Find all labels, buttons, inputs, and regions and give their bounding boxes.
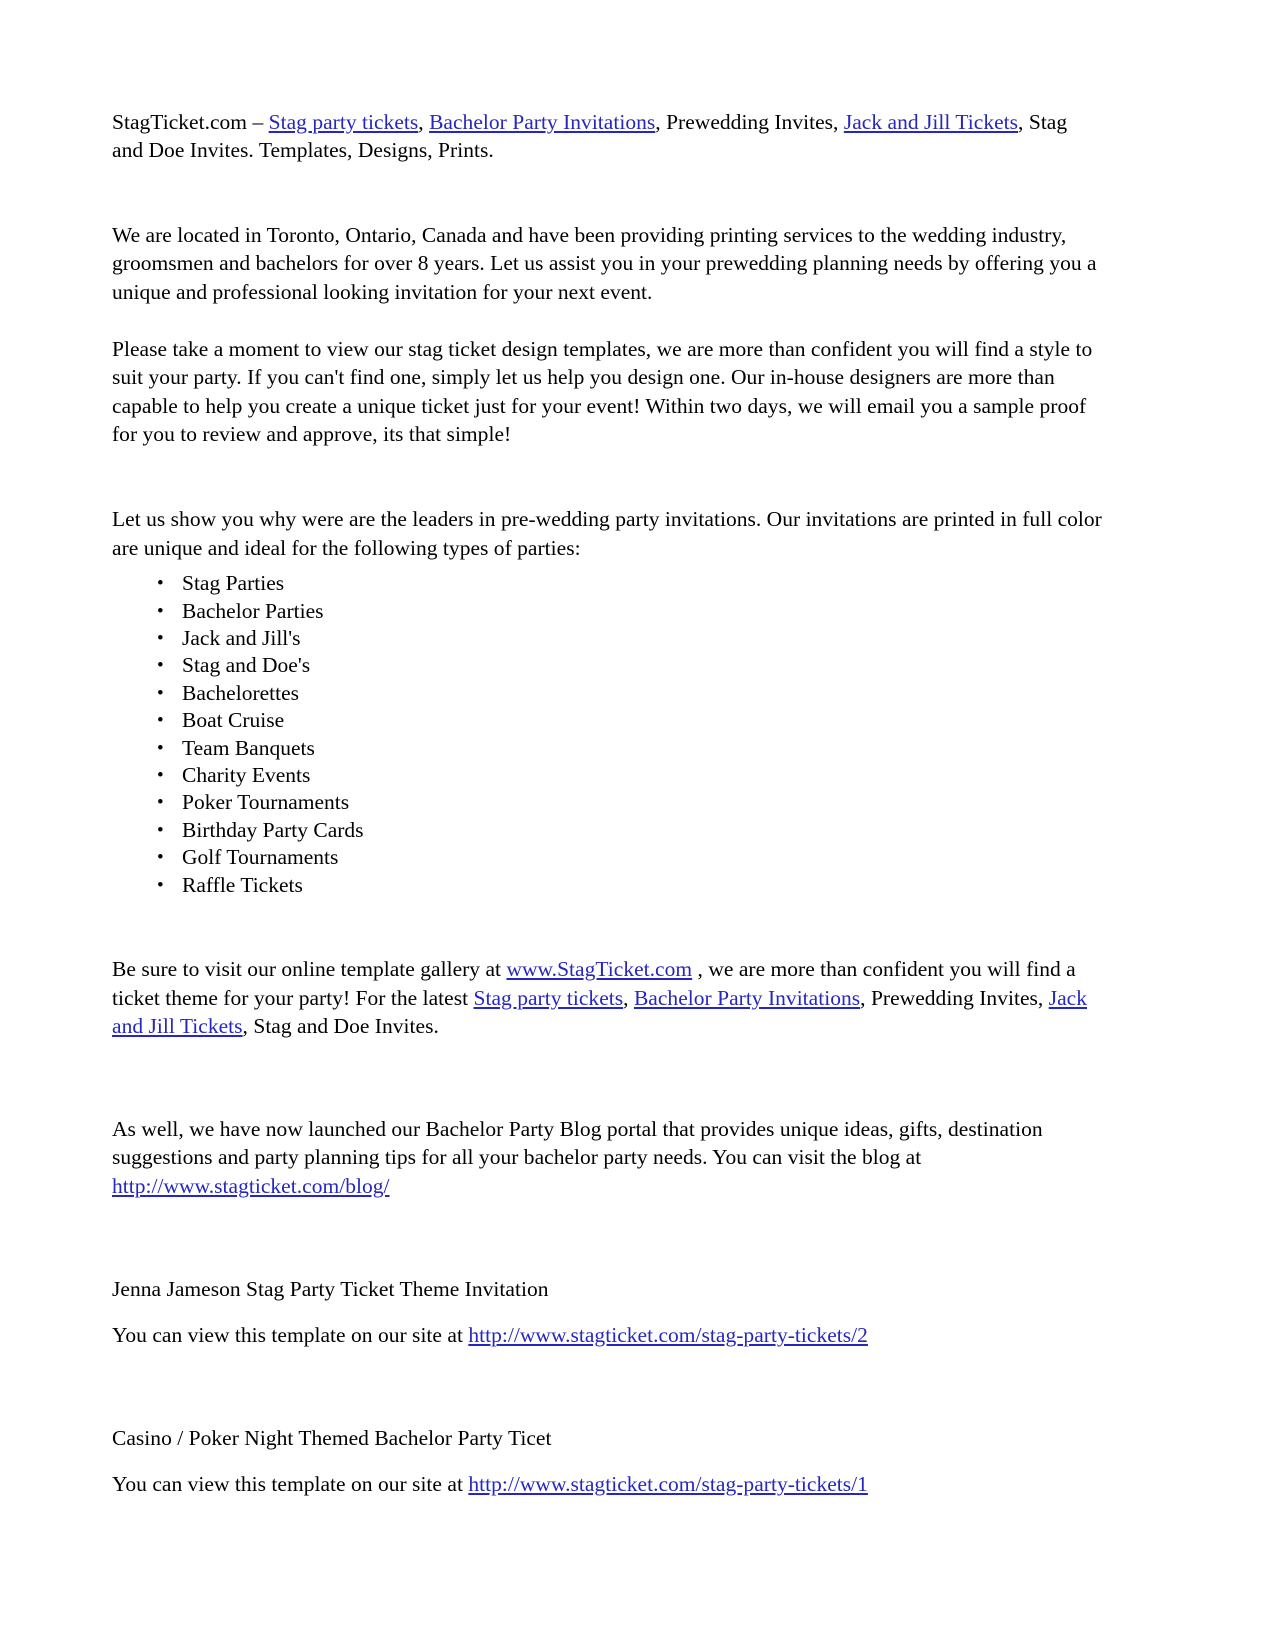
gallery-separator-2: , Prewedding Invites, <box>860 985 1049 1010</box>
bullet-icon: • <box>157 847 164 869</box>
link-jack-and-jill-tickets-header[interactable]: Jack and Jill Tickets <box>843 110 1019 134</box>
bullet-icon: • <box>157 710 164 732</box>
header-line <box>112 108 1102 165</box>
template-2-title: Casino / Poker Night Themed Bachelor Party Ticet <box>112 1425 552 1450</box>
list-item <box>112 762 1102 789</box>
spacer <box>112 1350 1102 1424</box>
template-1-title: Jenna Jameson Stag Party Ticket Theme Invitation <box>112 1276 549 1301</box>
header-separator-2: , Prewedding Invites, <box>655 110 844 134</box>
paragraph-leaders: Let us show you why were are the leaders in pre-wedding party invitations. Our invitations are printed in full color are unique and ideal for the following types of parties: <box>112 506 1102 560</box>
spacer <box>112 1201 1102 1275</box>
list-item <box>112 844 1102 871</box>
link-stag-party-tickets-header[interactable]: Stag party tickets <box>268 110 419 134</box>
list-item <box>112 570 1102 597</box>
template-2-lead: You can view this template on our site at <box>112 1472 469 1497</box>
template-1-lead: You can view this template on our site at <box>112 1323 469 1348</box>
bullet-icon: • <box>157 627 164 649</box>
list-item-label: Golf Tournaments <box>182 845 339 870</box>
bullet-icon: • <box>157 792 164 814</box>
list-item <box>112 652 1102 679</box>
blog-text: As well, we have now launched our Bachelor Party Blog portal that provides unique ideas, gifts, destination suggestions and party planning tips for all your bachelor party needs. You can visit the blog at <box>112 1116 1043 1170</box>
header-suffix: , Stag and Doe Invites. Templates, Designs, Prints. <box>112 110 1068 163</box>
gallery-suffix: , Stag and Doe Invites. <box>242 1014 439 1039</box>
spacer <box>112 449 1102 505</box>
paragraph-location: We are located in Toronto, Ontario, Canada and have been providing printing services to the wedding industry, groomsmen and bachelors for over 8 years. Let us assist you in your prewedding planning needs by offering you a unique and professional looking invitation for your next event. <box>112 222 1097 304</box>
list-item <box>112 680 1102 707</box>
paragraph-gallery <box>112 955 1102 1041</box>
list-item <box>112 735 1102 762</box>
paragraph-templates: Please take a moment to view our stag ticket design templates, we are more than confident you will find a style to suit your party. If you can't find one, simply let us help you design one. Our in-house designers are more than capable to help you create a unique ticket just for your event! Within two days, we will email you a sample proof for you to review and approve, its that simple! <box>112 336 1093 447</box>
spacer <box>112 307 1102 335</box>
list-item <box>112 872 1102 899</box>
link-bachelor-party-invitations-gallery[interactable]: Bachelor Party Invitations <box>633 985 861 1010</box>
link-template-2-url[interactable]: http://www.stagticket.com/stag-party-tickets/1 <box>468 1472 868 1497</box>
link-blog-url[interactable]: http://www.stagticket.com/blog/ <box>112 1174 390 1198</box>
list-item-label: Birthday Party Cards <box>182 817 364 842</box>
bullet-icon: • <box>157 874 164 896</box>
link-template-1-url[interactable]: http://www.stagticket.com/stag-party-tickets/2 <box>468 1323 868 1348</box>
spacer <box>112 1041 1102 1115</box>
gallery-separator-1: , <box>623 985 634 1010</box>
link-stagticket-site[interactable]: www.StagTicket.com <box>506 957 693 982</box>
bullet-icon: • <box>157 765 164 786</box>
header-prefix: StagTicket.com – <box>112 110 269 134</box>
list-item-label: Boat Cruise <box>182 708 285 733</box>
bullet-icon: • <box>157 819 164 841</box>
list-item <box>112 707 1102 734</box>
spacer <box>112 899 1102 955</box>
paragraph-blog <box>112 1115 1102 1201</box>
spacer <box>112 562 1102 570</box>
list-item-label: Bachelorettes <box>182 680 300 705</box>
list-item <box>112 625 1102 652</box>
list-item <box>112 598 1102 625</box>
gallery-text-2: , we are more than confident you will find a ticket theme for your party! For the latest <box>112 957 1076 1010</box>
list-item-label: Stag Parties <box>182 571 285 596</box>
template-2-link-line <box>112 1470 1102 1499</box>
bullet-icon: • <box>157 655 164 677</box>
header-separator-1: , <box>418 110 430 134</box>
list-item <box>112 789 1102 816</box>
spacer <box>112 1303 1102 1321</box>
bullet-icon: • <box>157 573 164 595</box>
gallery-text-1: Be sure to visit our online template gallery at <box>112 957 507 982</box>
spacer <box>112 1452 1102 1470</box>
list-item-label: Raffle Tickets <box>182 872 303 897</box>
party-types-list <box>112 570 1102 899</box>
list-item-label: Stag and Doe's <box>182 653 311 678</box>
bullet-icon: • <box>157 600 164 622</box>
list-item-label: Team Banquets <box>182 735 315 760</box>
list-item-label: Charity Events <box>182 763 311 787</box>
link-bachelor-party-invitations-header[interactable]: Bachelor Party Invitations <box>429 110 656 134</box>
list-item-label: Bachelor Parties <box>182 598 324 623</box>
list-item-label: Poker Tournaments <box>182 790 350 815</box>
link-stag-party-tickets-gallery[interactable]: Stag party tickets <box>473 985 624 1010</box>
spacer <box>112 165 1102 221</box>
list-item <box>112 817 1102 844</box>
list-item-label: Jack and Jill's <box>182 625 301 650</box>
bullet-icon: • <box>157 737 164 759</box>
link-jack-and-jill-tickets-gallery[interactable]: Jack and Jill Tickets <box>112 985 1087 1039</box>
template-1-link-line <box>112 1321 1102 1350</box>
document-body <box>112 108 1102 1499</box>
bullet-icon: • <box>157 682 164 704</box>
